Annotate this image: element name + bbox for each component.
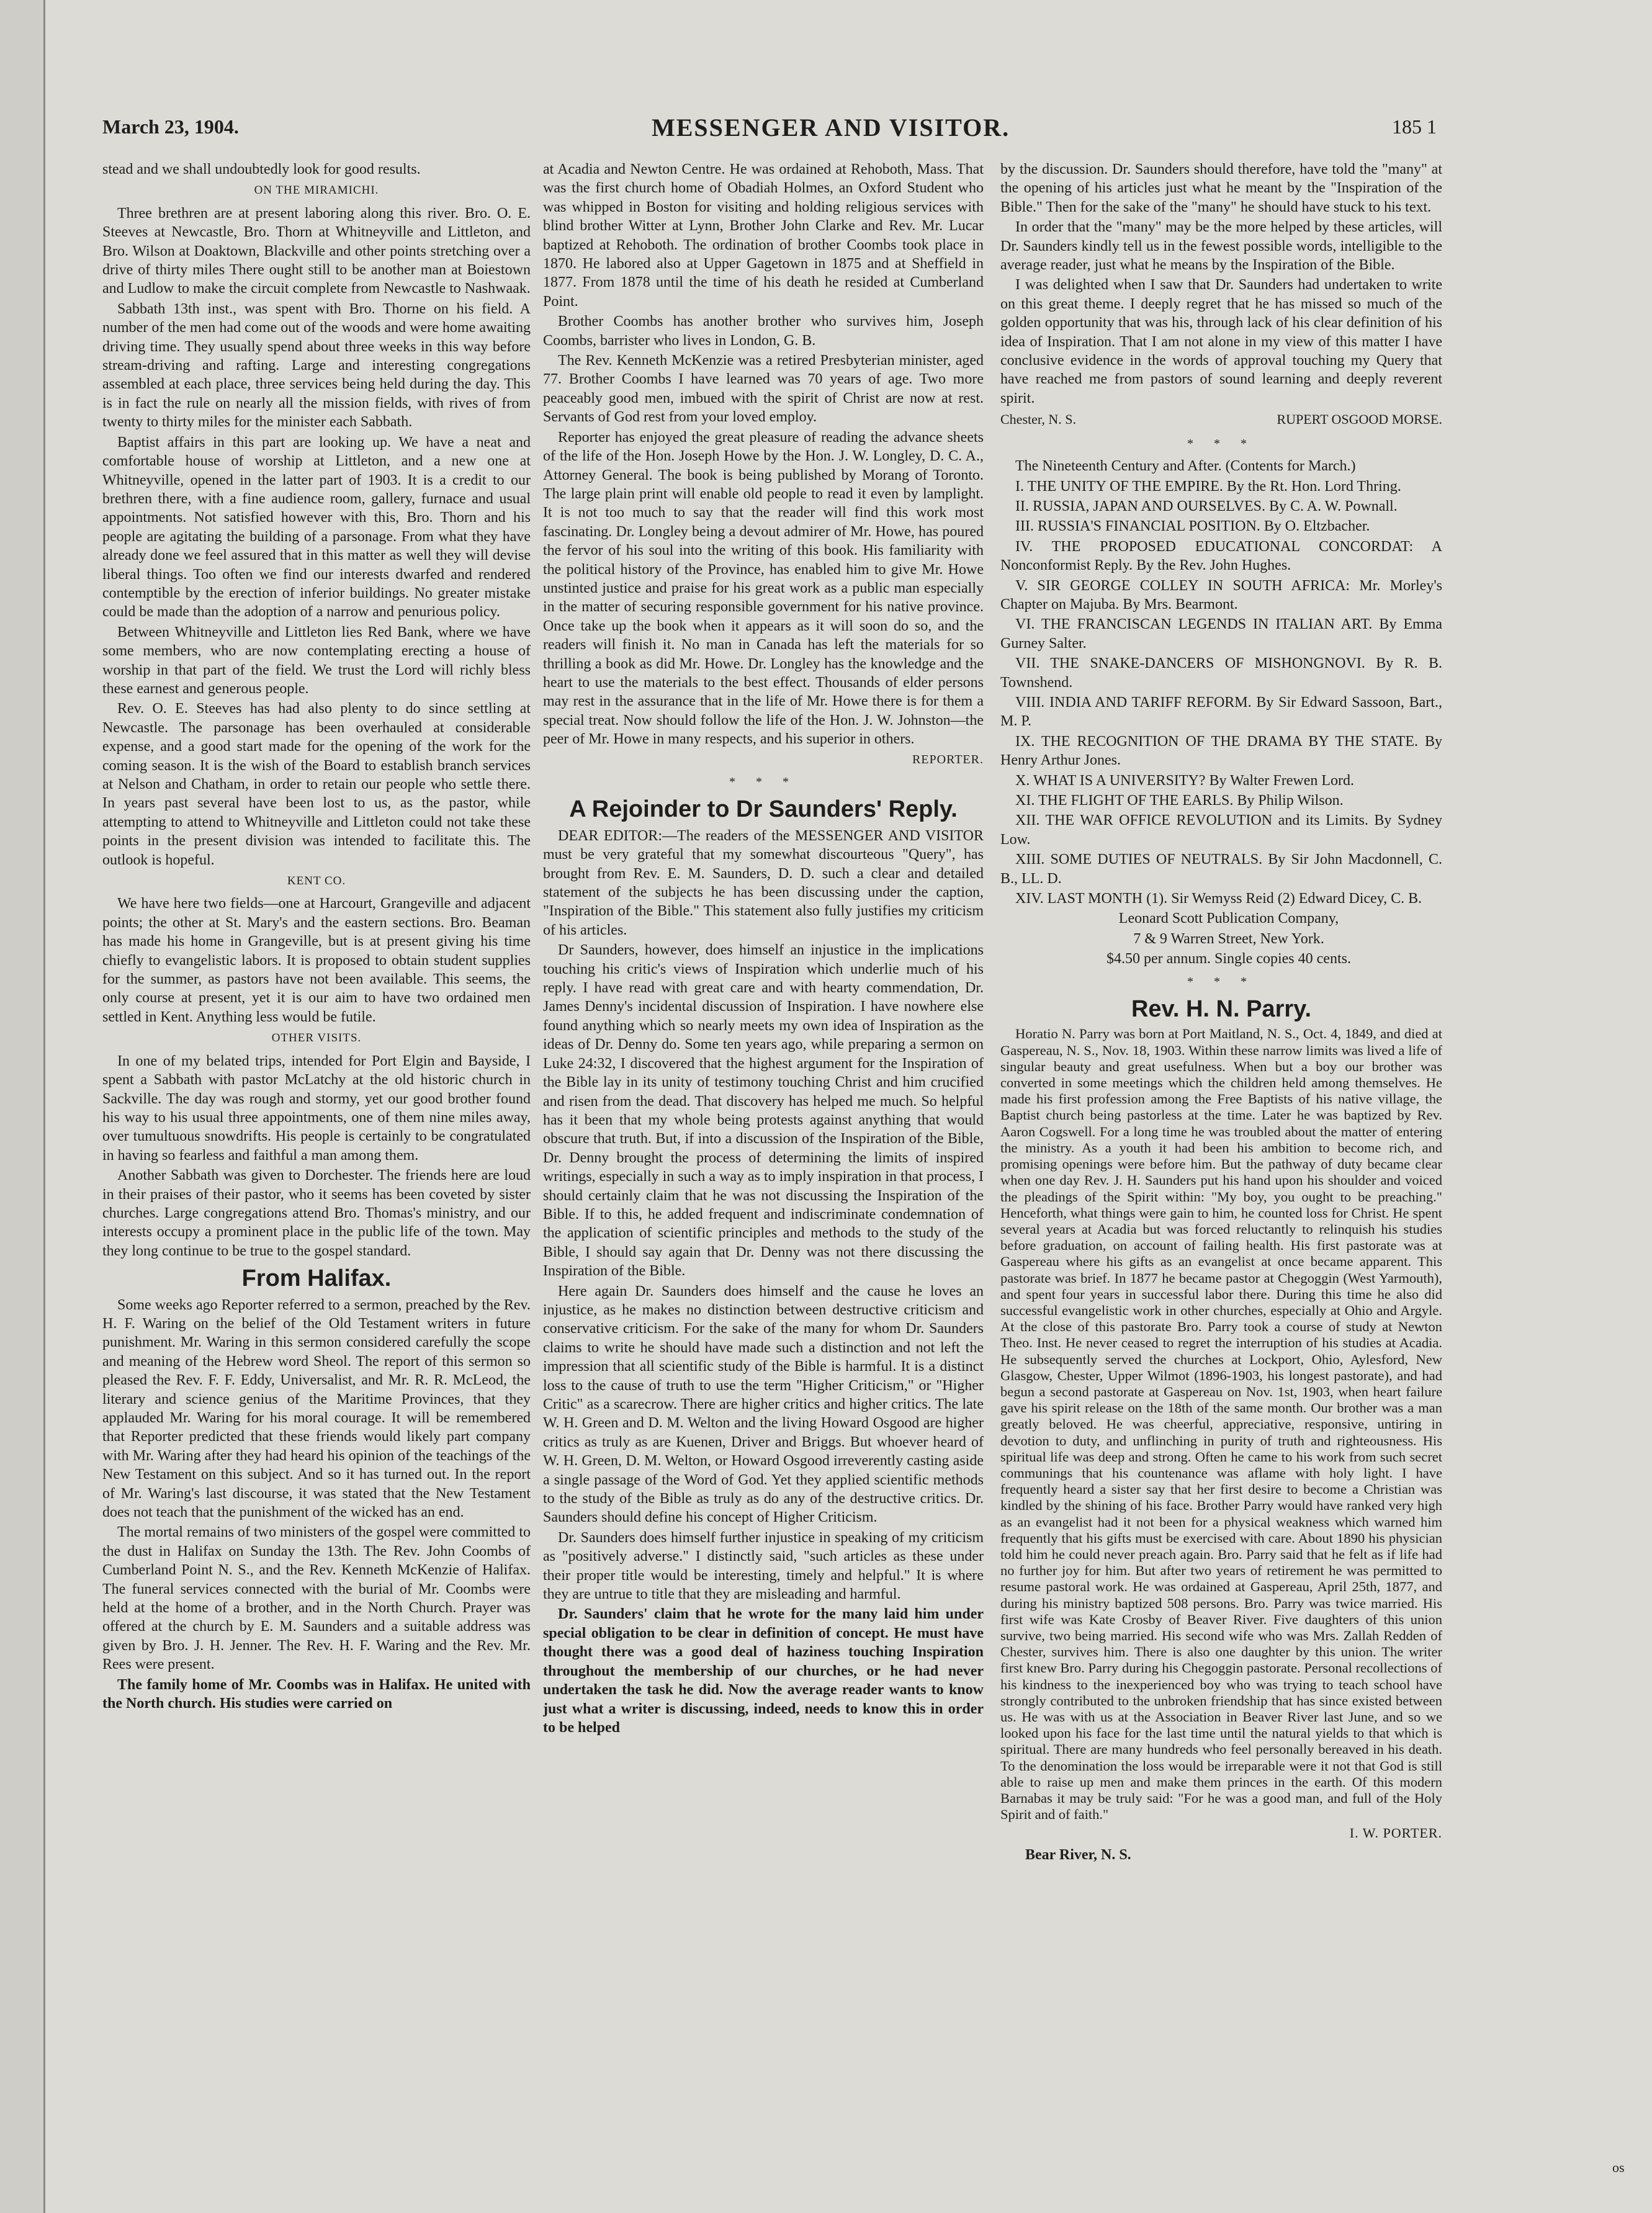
masthead-title: MESSENGER AND VISITOR. [652, 114, 1010, 141]
section-divider: * * * [729, 775, 797, 789]
paragraph: Dr. Saunders' claim that he wrote for the many laid him under special obligation to be clear in definition of concept. He must have thought there was a good deal of haziness touching Inspiration throughout the membership of our churches, or he had never undertaken the task he did. Now the average reader wants to know just what a writer is discussing, indeed, needs to know this in order to be helped [543, 1606, 984, 1736]
contents-item: XIII. SOME DUTIES OF NEUTRALS. By Sir John Macdonnell, C. B., LL. D. [1000, 851, 1442, 887]
contents-item: I. THE UNITY OF THE EMPIRE. By the Rt. Hon. Lord Thring. [1015, 478, 1401, 495]
issue-date: March 23, 1904. [102, 115, 239, 138]
paragraph: at Acadia and Newton Centre. He was ordained at Rehoboth, Mass. That was the first church home of Obadiah Holmes, an Oxford Student who was whipped in Boston for visiting and holding religious services with blind brother Witter at Lynn, Brother John Clarke and Rev. Mr. Lucar baptized at Rehoboth. The ordination of brother Coombs took place in 1870. He labored also at Upper Gagetown in 1875 and at Sheffield in 1877. From 1878 until the time of his death he resided at Cumberland Point. [543, 161, 984, 310]
paragraph: DEAR EDITOR:—The readers of the MESSENGER AND VISITOR must be very grateful that my somewhat discourteous "Query", has brought from Rev. E. M. Saunders, D. D. such a clear and detailed statement of the subjects he has been discussing under the caption, "Inspiration of the Bible." This statement also fully justifies my criticism of his articles. [543, 827, 984, 938]
signature-place: Bear River, N. S. [1025, 1846, 1131, 1863]
contents-item: X. WHAT IS A UNIVERSITY? By Walter Frewen Lord. [1015, 772, 1355, 789]
column-2 [543, 160, 984, 2177]
signature-name: I. W. PORTER. [1349, 1825, 1442, 1841]
contents-item: IV. THE PROPOSED EDUCATIONAL CONCORDAT: A Nonconformist Reply. By the Rev. John Hughes. [1000, 538, 1442, 574]
contents-item: VI. THE FRANCISCAN LEGENDS IN ITALIAN ART. By Emma Gurney Salter. [1000, 616, 1442, 652]
paragraph: The mortal remains of two ministers of the gospel were committed to the dust in Halifax on Sunday the 13th. The Rev. John Coombs of Cumberland Point N. S., and the Rev. Kenneth McKenzie of Halifax. The funeral services connected with the burial of Mr. Coombs were held at the home of a brother, and in the North Church. Prayer was offered at the church by E. M. Saunders and a suitable address was given by Bro. J. H. Jenner. The Rev. H. F. Waring and the Rev. Mr. Rees were present. [102, 1524, 531, 1673]
column-3 [1000, 160, 1442, 2177]
paragraph: We have here two fields—one at Harcourt, Grangeville and adjacent points; the other at St. Mary's and the eastern sections. Bro. Beaman has made his home in Grangeville, but is at present giving his time chiefly to evangelistic labors. It is proposed to obtain student supplies for the summer, as pastors have not been available. This seems, the only course at present, yet it is our aim to have two ordained men settled in Kent. Anything less would be futile. [102, 896, 531, 1025]
section-divider: * * * [1187, 436, 1255, 451]
subscription-price: $4.50 per annum. Single copies 40 cents. [1107, 951, 1351, 967]
paragraph: by the discussion. Dr. Saunders should therefore, have told the "many" at the opening of his articles just what he meant by the "Inspiration of the Bible." Then for the sake of the "many" he should have stuck to his text. [1000, 161, 1442, 215]
paragraph: Some weeks ago Reporter referred to a sermon, preached by the Rev. H. F. Waring on the belief of the Old Testament writers in future punishment. Mr. Waring in this sermon considered carefully the scope and meaning of the Hebrew word Sheol. The report of this sermon so pleased the Rev. F. F. Eddy, Universalist, and Mr. R. R. McLeod, the literary and science genius of the Maritime Provinces, that they applauded Mr. Waring for his moral courage. It will be remembered that Reporter predicted that these friends would likely part company with Mr. Waring after they had heard his opinion of the teachings of the New Testament on this subject. And so it has turned out. In the report of Mr. Waring's last discourse, it was stated that the New Testament does not teach that the punishment of the wicked has an end. [102, 1296, 531, 1521]
signature-line [1000, 410, 1442, 429]
contents-heading: The Nineteenth Century and After. (Contents for March.) [1015, 458, 1356, 475]
paragraph: Three brethren are at present laboring along this river. Bro. O. E. Steeves at Newcastle, Bro. Thorn at Whitneyville and Littleton, and Bro. Wilson at Doaktown, Blackville and other points stretching over a drive of thirty miles There ought still to be another man at Boiestown and Ludlow to make the circuit complete from Newcastle to Nashwaak. [102, 205, 531, 297]
contents-item: XI. THE FLIGHT OF THE EARLS. By Philip Wilson. [1015, 792, 1344, 809]
paragraph: stead and we shall undoubtedly look for good results. [102, 161, 421, 177]
paragraph: The Rev. Kenneth McKenzie was a retired Presbyterian minister, aged 77. Brother Coombs I have learned was 70 years of age. Two more peaceably good men, imbued with the spirit of Christ are now at rest. Servants of God rest from your loved employ. [543, 352, 984, 426]
paragraph: Reporter has enjoyed the great pleasure of reading the advance sheets of the life of the Hon. Joseph Howe by the Hon. J. W. Longley, D. C. A., Attorney General. The book is being published by Morang of Toronto. The large plain print will enable old people to read it even by lamplight. It is not too much to say that the reader will find this work most fascinating. Dr. Longley being a devout admirer of Mr. Howe, has poured the fervor of his soul into the writing of this book. His familiarity with the political history of the Province, has enabled him to give Mr. Howe unstinted justice and praise for his great work as a public man especially in the matter of securing responsible government for his native province. Once take up the book when it appears as it will soon do so, and the readers will finish it. No man in Canada has left the materials for so thrilling a book as did Mr. Howe. Dr. Longley has the knowledge and the heart to use the materials to the best effect. Thousands of elder persons may rest in the assurance that in the life of Mr. Howe there is for them a special treat. Now should follow the life of the Hon. J. W. Johnston—the peer of Mr. Howe in many respects, and his superior in others. [543, 429, 984, 748]
section-divider: * * * [1187, 974, 1255, 989]
scan-margin [0, 0, 45, 2213]
signature-name: RUPERT OSGOOD MORSE. [1277, 411, 1442, 428]
paragraph: Baptist affairs in this part are looking up. We have a neat and comfortable house of worship at Littleton, and a new one at Whitneyville, opened in the latter part of 1903. It is a credit to our brethren there, with a fine audience room, gallery, furnace and usual appointments. Not satisfied however with this, Bro. Thorn and his people are agitating the building of a parsonage. From what they have already done we feel assured that in this matter as well they will devise liberal things. Too often we find our interests dwarfed and rendered contemptible by the erection of inferior buildings. No greater mistake could be made than the adoption of a narrow and penurious policy. [102, 434, 531, 621]
paragraph: Another Sabbath was given to Dorchester. The friends here are loud in their praises of their pastor, who it seems has been coveted by sister churches. Large congregations attend Bro. Thomas's ministry, and our interests occupy a prominent place in the public life of the town. May they long continue to be true to the gospel standard. [102, 1167, 531, 1259]
paragraph: Rev. O. E. Steeves has had also plenty to do since settling at Newcastle. The parsonage has been overhauled at considerable expense, and a good start made for the opening of the work for the coming season. It is the wish of the Board to establish branch services at Nelson and Chatham, in order to retain our people who settle there. In years past several have been lost to us, as the pastor, while attempting to attend to Whitneyville and Littleton could not take these points in the present division was intended to facilitate this. The outlook is hopeful. [102, 701, 531, 868]
contents-item: II. RUSSIA, JAPAN AND OURSELVES. By C. A. W. Pownall. [1015, 498, 1398, 514]
paragraph: In order that the "many" may be the more helped by these articles, will Dr. Saunders kindly tell us in the fewest possible words, intelligible to the average reader, just what he means by the Inspiration of the Bible. [1000, 219, 1442, 274]
paragraph: The family home of Mr. Coombs was in Halifax. He united with the North church. His studies were carried on [102, 1676, 531, 1712]
article-headline: A Rejoinder to Dr Saunders' Reply. [569, 796, 958, 823]
contents-item: III. RUSSIA'S FINANCIAL POSITION. By O. Eltzbacher. [1015, 518, 1370, 535]
paragraph: Horatio N. Parry was born at Port Maitland, N. S., Oct. 4, 1849, and died at Gaspereau, N. S., Nov. 18, 1903. Within these narrow limits was lived a life of singular beauty and great usefulness. When but a boy our brother was converted in some meetings which the children held among themselves. He made his first profession among the Free Baptists of his native village, the Baptist church being pastorless at the time. Later he was baptized by Rev. Aaron Cogswell. For a long time he was troubled about the matter of entering the ministry. As a youth it had been his ambition to become rich, and promising openings were before him. But the pathway of duty became clear when one day Rev. J. H. Saunders put his hand upon his shoulder and voiced the pleadings of the Spirit within: "My boy, you ought to be preaching." Henceforth, what things were gain to him, he counted loss for Christ. He spent several years at Acadia but was forced reluctantly to relinquish his studies before graduation, on account of failing health. His first pastorate was at Gaspereau where his gifts as an evangelist at once became apparent. This pastorate was brief. In 1877 he became pastor at Chegoggin (West Yarmouth), and spent four years in successful labor there. During this time he also did successful evangelistic work in other churches, especially at Ohio and Argyle. At the close of this pastorate Bro. Parry took a course of study at Newton Theo. Inst. He never ceased to regret the interruption of his studies at Acadia. He subsequently served the churches at Lockport, Ohio, Aylesford, New Glasgow, Chester, Upper Wilmot (1896-1903, his longest pastorate), and had begun a second pastorate at Gaspereau on Nov. 1st, 1903, when heart failure gave his spirit release on the 18th of the same month. Our brother was a man greatly beloved. He was cheerful, appreciative, responsive, untiring in devotion to duty, and unflinching in purity of truth and righteousness. His spiritual life was deep and strong. Often he came to his work from such secret communings that his countenance was aflame with holy light. I have frequently heard a sister say that her first desire to become a Christian was kindled by the shining of his face. Brother Parry would have ranked very high as an evangelist had it not been for a physical weakness which warned him frequently that his gifts must be exercised with care. About 1890 his physician told him he could never preach again. Bro. Parry said that he felt as if life had no further joy for him. But after two years of retirement he was permitted to resume pastoral work. He was ordained at Gaspereau, April 25th, 1877, and during his ministry baptized 508 persons. Bro. Parry was twice married. His first wife was Kate Crosby of Beaver River. Five daughters of this union survive, two being married. His second wife who was Mrs. Zallah Redden of Chester, survives him. There is also one daughter by this union. The writer first knew Bro. Parry during his Chegoggin pastorate. Personal recollections of his kindness to the inexperienced boy who was trying to teach school have strongly contributed to the unbroken friendship that has since existed between us. He was with us at the Association in Beaver River last June, and so we looked upon his face for the last time until the natural yields to that which is spiritual. There are many hundreds who feel personally bereaved in his death. To the denomination the loss would be irreparable were it not that God is still able to raise up men and make them princes in the earth. Of this modern Barnabas it may be truly said: "For he was a good man, and full of the Holy Spirit and of faith." [1000, 1026, 1442, 1823]
column-1 [102, 160, 531, 2177]
subheading: OTHER VISITS. [271, 1031, 362, 1045]
paragraph: I was delighted when I saw that Dr. Saunders had undertaken to write on this great theme. I deeply regret that he has missed so much of the golden opportunity that was his, through lack of his clear definition of his idea of Inspiration. That I am not alone in my view of this matter I have conclusive evidence in the words of approval touching my Query that have reached me from pastors of sound learning and deeply reverent spirit. [1000, 277, 1442, 406]
paragraph: Dr Saunders, however, does himself an injustice in the implications touching his critic's views of Inspiration which underlie much of his reply. I have read with great care and with hearty commendation, Dr. James Denny's incidental discussion of Inspiration. I have nowhere else found anything which so nearly meets my own idea of Inspiration as the ideas of Dr. Denny do. Some ten years ago, while preparing a sermon on Luke 24:32, I discovered that the highest argument for the Inspiration of the Bible lay in its unity of testimony touching Christ and him crucified and risen from the dead. That discovery has helped me much. So helpful has it been that my whole being protests against anything that would obscure that truth. But, if into a discussion of the Inspiration of the Bible, Dr. Denny brought the process of determining the limits of inspired writings, especially in such a way as to imply inspiration in that process, I should certainly claim that he was not discussing the Inspiration of the Bible. If to this, he added frequent and indiscriminate condemnation of the application of scientific principles and methods to the study of the Bible, I should say again that Dr. Denny was not there discussing the Inspiration of the Bible. [543, 942, 984, 1280]
publisher-address: 7 & 9 Warren Street, New York. [1133, 930, 1324, 947]
contents-item: IX. THE RECOGNITION OF THE DRAMA BY THE STATE. By Henry Arthur Jones. [1000, 733, 1442, 769]
paragraph: Here again Dr. Saunders does himself and the cause he loves an injustice, as he makes no distinction between destructive criticism and conservative criticism. For the sake of the many for whom Dr. Saunders claims to write he should have made such a distinction and not left the impression that all scientific study of the Bible is harmful. It is a distinct loss to the cause of truth to use the term "Higher Criticism," or "Higher Critic" as a scarecrow. There are higher critics and higher critics. The late W. H. Green and D. M. Welton and the living Howard Osgood are higher critics as truly as are Kuenen, Driver and Briggs. But whoever heard of W. H. Green, D. M. Welton, or Howard Osgood irreverently casting aside a single passage of the Word of God. Yet they applied scientific methods to the study of the Bible as truly as do any of the destructive critics. Dr. Saunders should define his concept of Higher Criticism. [543, 1283, 984, 1526]
publisher-name: Leonard Scott Publication Company, [1118, 910, 1339, 927]
paragraph: Brother Coombs has another brother who survives him, Joseph Coombs, barrister who lives in London, G. B. [543, 313, 984, 349]
signature: REPORTER. [912, 752, 984, 766]
paragraph: Between Whitneyville and Littleton lies Red Bank, where we have some members, who are now contemplating erecting a house of worship in that part of the field. We trust the Lord will richly bless these earnest and generous people. [102, 624, 531, 697]
corner-mark: os [1612, 2160, 1625, 2175]
article-headline: From Halifax. [241, 1265, 392, 1292]
subheading: KENT CO. [287, 874, 346, 888]
page-header [102, 113, 1437, 144]
contents-item: XIV. LAST MONTH (1). Sir Wemyss Reid (2) Edward Dicey, C. B. [1015, 891, 1422, 907]
signature-place: Chester, N. S. [1000, 411, 1076, 428]
contents-item: VIII. INDIA AND TARIFF REFORM. By Sir Edward Sassoon, Bart., M. P. [1000, 694, 1442, 730]
contents-item: VII. THE SNAKE-DANCERS OF MISHONGNOVI. By R. B. Townshend. [1000, 655, 1442, 691]
contents-item: XII. THE WAR OFFICE REVOLUTION and its Limits. By Sydney Low. [1000, 812, 1442, 848]
contents-item: V. SIR GEORGE COLLEY IN SOUTH AFRICA: Mr. Morley's Chapter on Majuba. By Mrs. Bearmont. [1000, 577, 1442, 613]
page-number: 185 1 [1392, 115, 1437, 138]
article-headline: Rev. H. N. Parry. [1131, 996, 1312, 1023]
subheading: ON THE MIRAMICHI. [254, 184, 379, 197]
paragraph: In one of my belated trips, intended for Port Elgin and Bayside, I spent a Sabbath with pastor McLatchy at the old historic church in Sackville. The day was rough and stormy, yet our good brother found his way to his usual three appointments, one of them nine miles away, over tumultuous snowdrifts. His people is certainly to be congratulated in having so fearless and faithful a man among them. [102, 1053, 531, 1164]
paragraph: Dr. Saunders does himself further injustice in speaking of my criticism as "positively adverse." I distinctly said, "such articles as these under their proper title would be interesting, timely and helpful." It is where they are untrue to title that they are misleading and harmful. [543, 1529, 984, 1603]
paragraph: Sabbath 13th inst., was spent with Bro. Thorne on his field. A number of the men had come out of the woods and were home awaiting driving time. They usually spend about three weeks in this way before stream-driving and rafting. Large and interesting congregations assembled at each place, three services being held during the day. This is in fact the rule on nearly all the mission fields, with rives of from twenty to thirty miles for the minister each Sabbath. [102, 300, 531, 431]
